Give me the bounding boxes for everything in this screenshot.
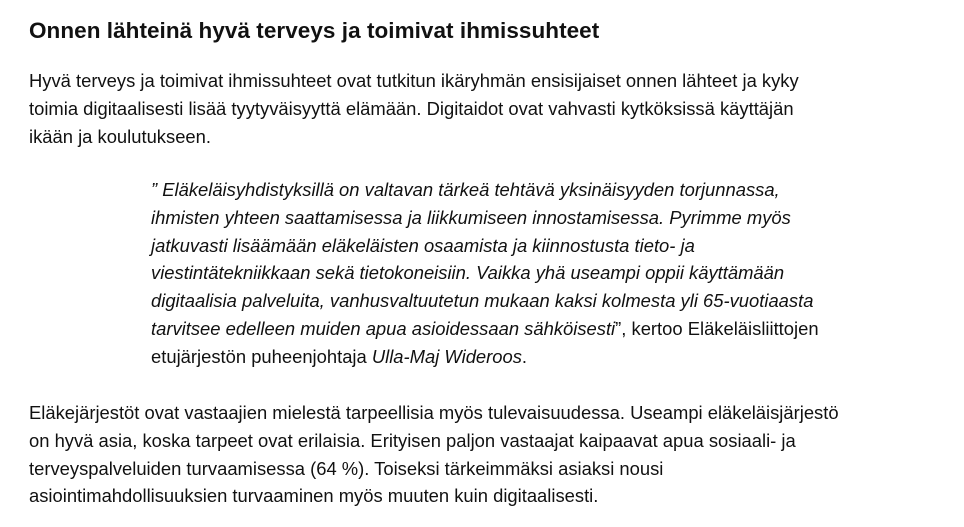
person-name: Ulla-Maj Wideroos: [371, 345, 522, 367]
attribution-line: [151, 343, 819, 371]
quote-line-attribution: [151, 315, 819, 343]
quote-line: ” Eläkeläisyhdistyksillä on valtavan tärkeä tehtävä yksinäisyyden torjunnassa,: [151, 179, 780, 200]
attribution-role: etujärjestön puheenjohtaja: [151, 345, 372, 367]
paragraph-line: Eläkejärjestöt ovat vastaajien mielestä tarpeellisia myös tulevaisuudessa. Useampi eläkeläisjärjestö: [29, 402, 839, 423]
chair-quote: [151, 176, 819, 371]
attribution-start: ”, kertoo Eläkeläisliittojen: [615, 317, 819, 339]
paragraph-line: terveyspalveluiden turvaamisessa (64 %). Toiseksi tärkeimmäksi asiaksi nousi: [29, 457, 664, 479]
section-heading: Onnen lähteinä hyvä terveys ja toimivat ihmissuhteet: [29, 18, 600, 43]
paragraph-line: Hyvä terveys ja toimivat ihmissuhteet ovat tutkitun ikäryhmän ensisijaiset onnen lähteet ja kyky: [29, 70, 799, 91]
attribution-end: .: [521, 345, 528, 367]
quote-line: viestintätekniikkaan sekä tietokoneisiin. Vaikka yhä useampi oppii käyttämään: [151, 262, 785, 284]
paragraph-line: asiointimahdollisuuksien turvaaminen myös muuten kuin digitaalisesti.: [29, 485, 599, 507]
conclusion-paragraph: [29, 399, 839, 510]
quote-line: jatkuvasti lisäämään eläkeläisten osaamista ja kiinnostusta tieto- ja: [151, 234, 695, 256]
quote-line: digitaalisia palveluita, vanhusvaltuutetun mukaan kaksi kolmesta yli 65-vuotiaasta: [151, 290, 814, 312]
paragraph-line: on hyvä asia, koska tarpeet ovat erilaisia. Erityisen paljon vastaajat kaipaavat apua sosiaali- ja: [29, 429, 796, 451]
quote-line-end: tarvitsee edelleen muiden apua asioidessaan sähköisesti: [151, 317, 616, 339]
paragraph-line: toimia digitaalisesti lisää tyytyväisyyttä elämään. Digitaidot ovat vahvasti kytköksissä käyttäjän: [29, 97, 794, 119]
paragraph-line: ikään ja koulutukseen.: [29, 125, 211, 147]
intro-paragraph: [29, 67, 799, 150]
quote-line: ihmisten yhteen saattamisessa ja liikkumiseen innostamisessa. Pyrimme myös: [151, 206, 791, 228]
